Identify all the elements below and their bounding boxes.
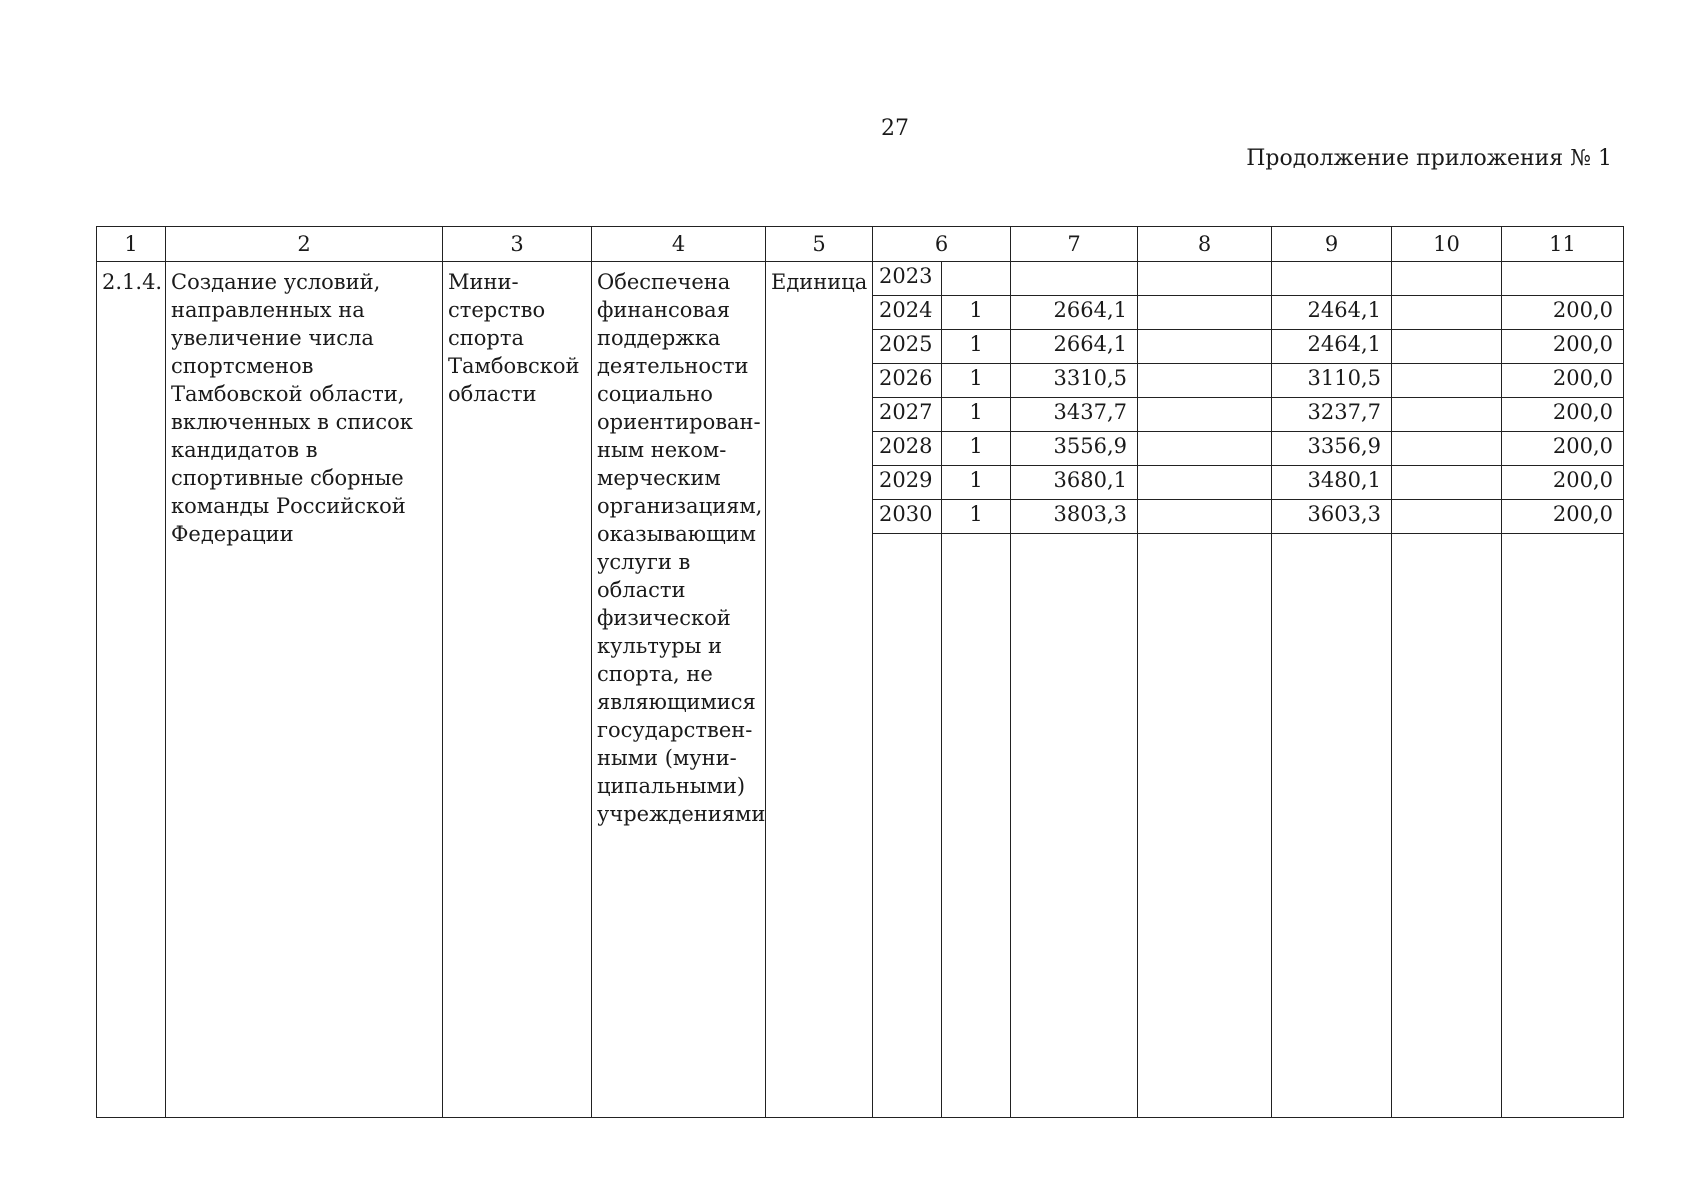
col10-cell <box>1392 262 1502 296</box>
header-cell: 9 <box>1272 227 1392 262</box>
col10-cell <box>1392 398 1502 432</box>
header-cell: 2 <box>166 227 443 262</box>
col8-cell <box>1138 398 1272 432</box>
year-cell: 2025 <box>873 330 942 364</box>
col8-cell <box>1138 364 1272 398</box>
value-cell: 1 <box>942 466 1011 500</box>
col10-cell <box>1392 432 1502 466</box>
col7-cell: 2664,1 <box>1011 296 1138 330</box>
col8-cell <box>1138 296 1272 330</box>
header-cell: 7 <box>1011 227 1138 262</box>
value-cell <box>942 262 1011 296</box>
filler-cell <box>873 534 942 1118</box>
header-cell: 3 <box>443 227 592 262</box>
filler-cell <box>1272 534 1392 1118</box>
header-cell: 8 <box>1138 227 1272 262</box>
year-cell: 2029 <box>873 466 942 500</box>
col10-cell <box>1392 466 1502 500</box>
row-code: 2.1.4. <box>97 262 166 1118</box>
header-cell: 10 <box>1392 227 1502 262</box>
year-cell: 2028 <box>873 432 942 466</box>
year-cell: 2027 <box>873 398 942 432</box>
col11-cell: 200,0 <box>1502 432 1624 466</box>
row-name: Создание условий, направленных на увеличение числа спортсменов Тамбовской области, включенных в список кандидатов в спортивные сборные команды Российской Федерации <box>166 262 443 1118</box>
value-cell: 1 <box>942 330 1011 364</box>
row-executor: Мини-стерство спорта Тамбовской области <box>443 262 592 1118</box>
col8-cell <box>1138 500 1272 534</box>
col7-cell: 3310,5 <box>1011 364 1138 398</box>
col9-cell: 3110,5 <box>1272 364 1392 398</box>
row-unit: Единица <box>766 262 873 1118</box>
col11-cell: 200,0 <box>1502 296 1624 330</box>
col10-cell <box>1392 364 1502 398</box>
col8-cell <box>1138 432 1272 466</box>
header-cell: 11 <box>1502 227 1624 262</box>
value-cell: 1 <box>942 500 1011 534</box>
row-result: Обеспечена финансовая поддержка деятельности социально ориентирован-ным неком-мерческим организациям, оказывающим услуги в области физической культуры и спорта, не являющимися государствен-ными (муни-ципальными) учреждениями <box>592 262 766 1118</box>
header-cell: 4 <box>592 227 766 262</box>
col8-cell <box>1138 262 1272 296</box>
value-cell: 1 <box>942 398 1011 432</box>
filler-cell <box>942 534 1011 1118</box>
col7-cell: 3680,1 <box>1011 466 1138 500</box>
col9-cell: 2464,1 <box>1272 330 1392 364</box>
col7-cell <box>1011 262 1138 296</box>
col7-cell: 2664,1 <box>1011 330 1138 364</box>
col10-cell <box>1392 296 1502 330</box>
col8-cell <box>1138 466 1272 500</box>
col9-cell: 3480,1 <box>1272 466 1392 500</box>
col11-cell <box>1502 262 1624 296</box>
year-cell: 2026 <box>873 364 942 398</box>
col11-cell: 200,0 <box>1502 500 1624 534</box>
col11-cell: 200,0 <box>1502 330 1624 364</box>
program-table <box>96 226 1624 1118</box>
filler-cell <box>1392 534 1502 1118</box>
col9-cell: 3603,3 <box>1272 500 1392 534</box>
value-cell: 1 <box>942 364 1011 398</box>
col10-cell <box>1392 500 1502 534</box>
table-row <box>97 262 1624 296</box>
col10-cell <box>1392 330 1502 364</box>
filler-cell <box>1138 534 1272 1118</box>
col7-cell: 3556,9 <box>1011 432 1138 466</box>
filler-cell <box>1502 534 1624 1118</box>
header-cell: 5 <box>766 227 873 262</box>
col9-cell: 3356,9 <box>1272 432 1392 466</box>
year-cell: 2030 <box>873 500 942 534</box>
col9-cell <box>1272 262 1392 296</box>
col11-cell: 200,0 <box>1502 398 1624 432</box>
filler-cell <box>1011 534 1138 1118</box>
col9-cell: 3237,7 <box>1272 398 1392 432</box>
col9-cell: 2464,1 <box>1272 296 1392 330</box>
page-number: 27 <box>881 116 909 141</box>
year-cell: 2023 <box>873 262 942 296</box>
col7-cell: 3437,7 <box>1011 398 1138 432</box>
col11-cell: 200,0 <box>1502 364 1624 398</box>
year-cell: 2024 <box>873 296 942 330</box>
col7-cell: 3803,3 <box>1011 500 1138 534</box>
col8-cell <box>1138 330 1272 364</box>
continuation-note: Продолжение приложения № 1 <box>1246 146 1612 171</box>
header-cell: 1 <box>97 227 166 262</box>
value-cell: 1 <box>942 432 1011 466</box>
value-cell: 1 <box>942 296 1011 330</box>
header-row <box>97 227 1624 262</box>
col11-cell: 200,0 <box>1502 466 1624 500</box>
header-cell: 6 <box>873 227 1011 262</box>
